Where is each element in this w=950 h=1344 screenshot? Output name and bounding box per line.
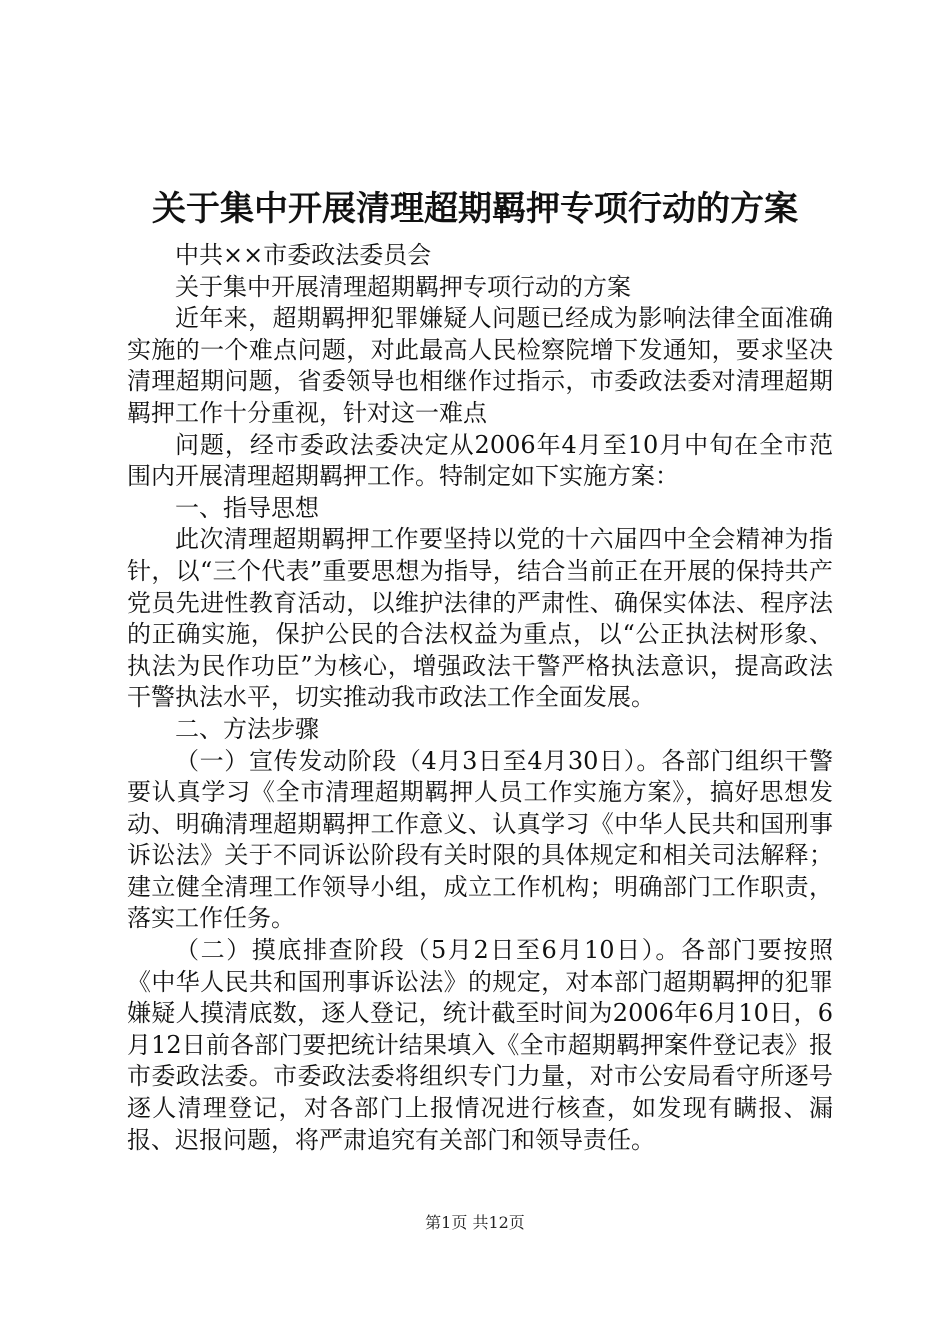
document-body [127,240,833,1156]
intro-continuation-paragraph: 问题，经市委政法委决定从2006年4月至10月中旬在全市范围内开展清理超期羁押工作。特制定如下实施方案： [127,430,833,491]
section-heading-guiding-ideology: 一、指导思想 [175,493,319,522]
issuer-line: 中共××市委政法委员会 [175,241,432,269]
step-two-paragraph: （二）摸底排查阶段（5月2日至6月10日）。各部门要按照《中华人民共和国刑事诉讼法》的规定，对本部门超期羁押的犯罪嫌疑人摸清底数，逐人登记，统计截至时间为2006年6月10日，6月12日前各部门要把统计结果填入《全市超期羁押案件登记表》报市委政法委。市委政法委将组织专门力量，对市公安局看守所逐号逐人清理登记，对各部门上报情况进行核查，如发现有瞒报、漏报、迟报问题，将严肃追究有关部门和领导责任。 [127,936,833,1154]
document-title: 关于集中开展清理超期羁押专项行动的方案 [152,189,798,229]
step-one-paragraph: （一）宣传发动阶段（4月3日至4月30日）。各部门组织干警要认真学习《全市清理超期羁押人员工作实施方案》，搞好思想发动、明确清理超期羁押工作意义、认真学习《中华人民共和国刑事诉讼法》关于不同诉讼阶段有关时限的具体规定和相关司法解释；建立健全清理工作领导小组，成立工作机构；明确部门工作职责，落实工作任务。 [127,746,833,933]
guiding-ideology-paragraph: 此次清理超期羁押工作要坚持以党的十六届四中全会精神为指针，以“三个代表”重要思想为指导，结合当前正在开展的保持共产党员先进性教育活动，以维护法律的严肃性、确保实体法、程序法的正确实施，保护公民的合法权益为重点，以“公正执法树形象、执法为民作功臣”为核心，增强政法干警严格执法意识，提高政法干警执法水平，切实推动我市政法工作全面发展。 [127,525,833,712]
section-heading-methods-steps: 二、方法步骤 [175,714,319,743]
intro-paragraph: 近年来，超期羁押犯罪嫌疑人问题已经成为影响法律全面准确实施的一个难点问题，对此最高人民检察院增下发通知，要求坚决清理超期问题，省委领导也相继作过指示，市委政法委对清理超期羁押工作十分重视，针对这一难点 [127,304,833,427]
page-footer: 第1页 共12页 [425,1213,525,1232]
subtitle-line: 关于集中开展清理超期羁押专项行动的方案 [175,272,631,301]
